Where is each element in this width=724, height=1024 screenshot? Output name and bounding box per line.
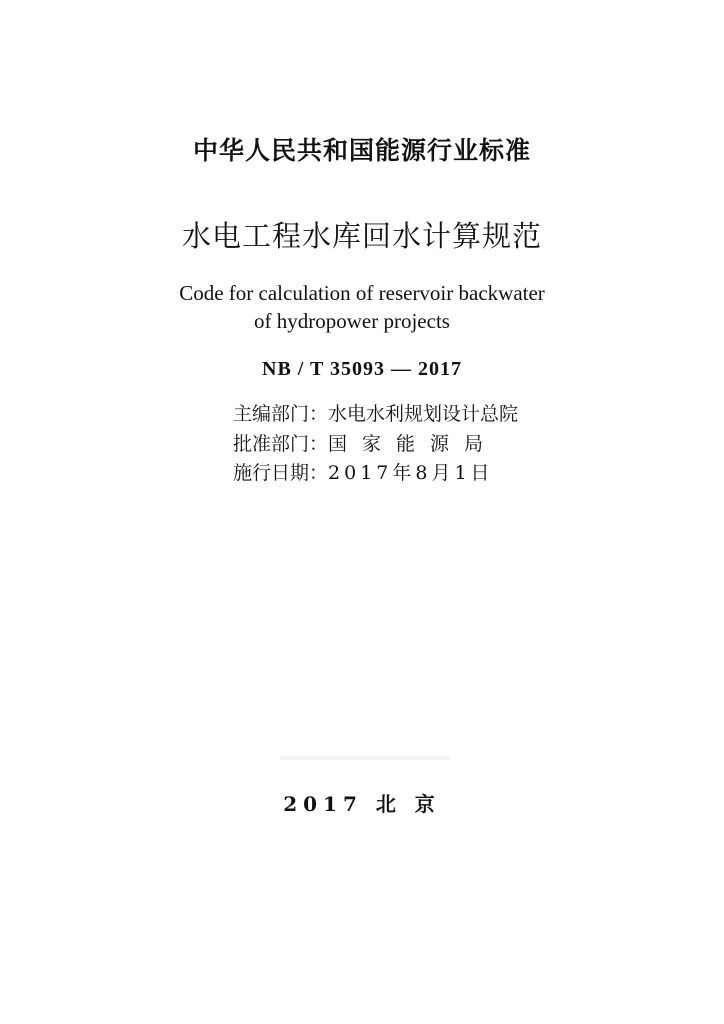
editor-value: 水电水利规划设计总院 bbox=[328, 403, 519, 425]
editor-row bbox=[233, 405, 518, 424]
approver-row bbox=[233, 435, 498, 454]
standard-number: NB / T 35093 — 2017 bbox=[262, 358, 462, 380]
publication-year-place: 2017 北 京 bbox=[283, 792, 441, 816]
document-title-chinese: 水电工程水库回水计算规范 bbox=[181, 219, 542, 253]
standard-category-heading: 中华人民共和国能源行业标准 bbox=[192, 136, 531, 165]
effective-date-label: 施行日期： bbox=[233, 462, 329, 484]
editor-label: 主编部门： bbox=[233, 403, 329, 425]
document-title-english-line1: Code for calculation of reservoir backwater bbox=[179, 281, 545, 305]
approver-value: 国家能源局 bbox=[328, 433, 499, 455]
document-title-english-line2: of hydropower projects bbox=[254, 309, 450, 333]
faint-scan-mark bbox=[280, 750, 450, 766]
effective-date-value: 2017年8月1日 bbox=[328, 462, 494, 484]
approver-label: 批准部门： bbox=[233, 433, 329, 455]
effective-date-row bbox=[233, 464, 494, 483]
